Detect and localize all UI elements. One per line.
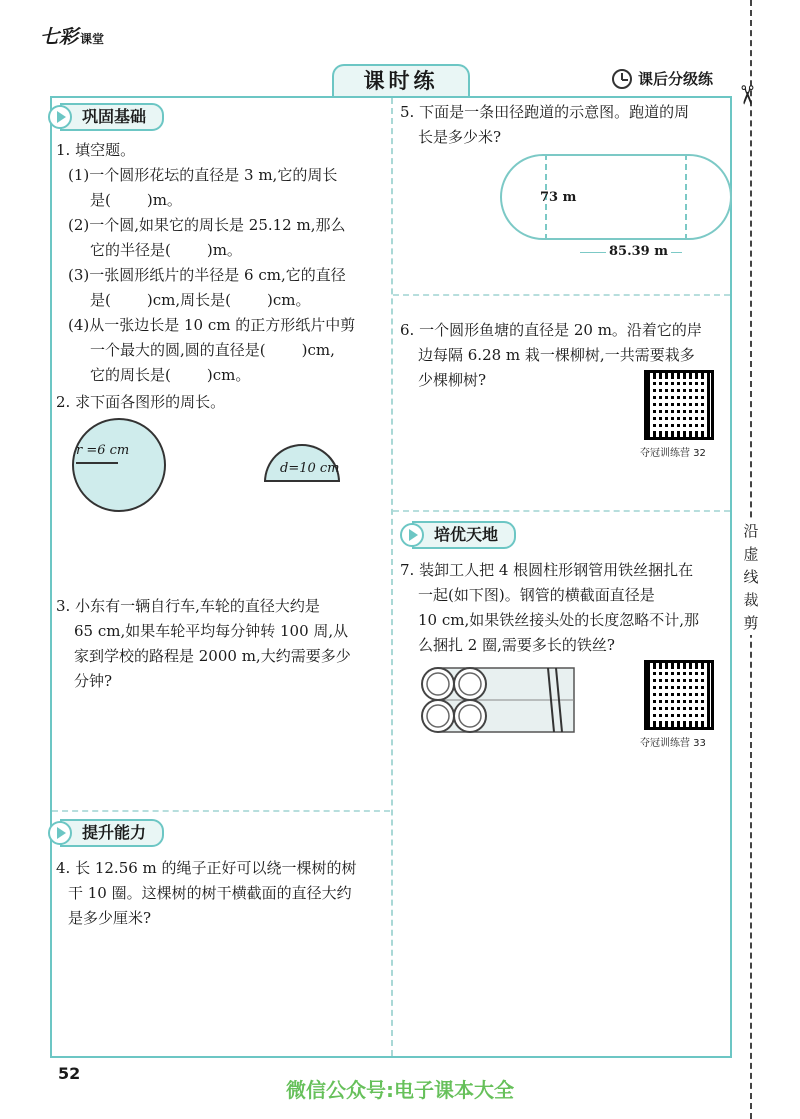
footer-watermark: 微信公众号:电子课本大全 <box>286 1078 514 1102</box>
q1-line <box>68 288 386 313</box>
question-1 <box>56 138 386 388</box>
q7-line: 一起(如下图)。钢管的横截面直径是 <box>418 586 655 604</box>
cut-instruction <box>738 520 764 635</box>
section-basic <box>48 104 164 130</box>
q4-line: 是多少厘米? <box>68 909 152 927</box>
q1-text: )m。 <box>206 241 242 259</box>
section-separator <box>393 294 730 296</box>
q6-line: 6. 一个圆形鱼塘的直径是 20 m。沿着它的岸 <box>400 321 702 339</box>
q4-line: 干 10 圈。这棵树的树干横截面的直径大约 <box>68 884 352 902</box>
qr-caption: 夺冠训练营 33 <box>640 738 706 749</box>
play-icon <box>400 523 424 547</box>
section-separator <box>393 510 730 512</box>
q6-line: 边每隔 6.28 m 栽一棵柳树,一共需要栽多 <box>418 346 695 364</box>
q1-part-3 <box>56 263 386 313</box>
cut-char: 虚 <box>743 545 759 563</box>
cut-char: 线 <box>743 568 759 586</box>
circle-figure <box>72 418 166 512</box>
q1-line <box>68 363 386 388</box>
q1-text: )m。 <box>146 191 182 209</box>
q3-line: 家到学校的路程是 2000 m,大约需要多少 <box>74 647 351 665</box>
q3-line: 65 cm,如果车轮平均每分钟转 100 周,从 <box>74 622 349 640</box>
q6-line: 少棵柳树? <box>418 371 487 389</box>
q1-text: )cm。 <box>266 291 311 309</box>
track-length-label: 85.39 m <box>606 244 671 259</box>
q1-line <box>68 338 386 363</box>
column-divider <box>391 98 393 1056</box>
q1-line <box>68 188 386 213</box>
q5-line: 长是多少米? <box>418 128 502 146</box>
cut-char: 剪 <box>743 614 759 632</box>
radius-line <box>76 462 118 464</box>
play-icon <box>48 105 72 129</box>
brand-suffix: 课堂 <box>80 32 105 46</box>
q1-line: (2)一个圆,如果它的周长是 25.12 m,那么 <box>68 216 346 234</box>
section-separator <box>52 810 390 812</box>
q5-line: 5. 下面是一条田径跑道的示意图。跑道的周 <box>400 103 690 121</box>
cut-char: 沿 <box>743 522 759 540</box>
q1-text: 一个最大的圆,圆的直径是( <box>90 341 266 359</box>
q1-part-1 <box>56 163 386 213</box>
q7-line: 么捆扎 2 圈,需要多长的铁丝? <box>418 636 615 654</box>
level-badge <box>612 68 713 89</box>
question-7 <box>400 558 730 658</box>
q1-text: )cm,周长是( <box>146 291 231 309</box>
page-title: 课时练 <box>332 64 470 98</box>
play-icon <box>48 821 72 845</box>
q1-line: (4)从一张边长是 10 cm 的正方形纸片中剪 <box>68 316 356 334</box>
section-improve-label: 提升能力 <box>60 819 164 847</box>
q1-part-2 <box>56 213 386 263</box>
section-basic-label: 巩固基础 <box>60 103 164 131</box>
scissors-icon: ✂ <box>730 84 761 106</box>
q7-line: 10 cm,如果铁丝接头处的长度忽略不计,那 <box>418 611 700 629</box>
q1-part-4 <box>56 313 386 388</box>
q3-line: 分钟? <box>74 672 113 690</box>
section-advanced <box>400 522 516 548</box>
level-label: 课后分级练 <box>638 70 714 88</box>
q3-line: 3. 小东有一辆自行车,车轮的直径大约是 <box>56 597 320 615</box>
question-4 <box>56 856 386 931</box>
qr-code-icon[interactable] <box>644 370 714 440</box>
page-number: 52 <box>58 1064 81 1083</box>
clock-icon <box>612 69 632 89</box>
q1-line <box>68 238 386 263</box>
q1-stem: 1. 填空题。 <box>56 141 136 159</box>
q2-stem: 2. 求下面各图形的周长。 <box>56 393 226 411</box>
q1-text: 它的周长是( <box>90 366 171 384</box>
radius-label: r =6 cm <box>76 443 130 458</box>
q1-text: 它的半径是( <box>90 241 171 259</box>
running-track-figure <box>500 154 732 240</box>
question-3 <box>56 594 386 694</box>
q1-line: (3)一张圆形纸片的半径是 6 cm,它的直径 <box>68 266 346 284</box>
q1-text: )cm, <box>301 341 335 359</box>
brand-name: 七彩 <box>40 26 79 48</box>
section-advanced-label: 培优天地 <box>412 521 516 549</box>
section-improve <box>48 820 164 846</box>
q1-text: )cm。 <box>206 366 251 384</box>
diameter-label: d=10 cm <box>280 461 340 476</box>
q1-text: 是( <box>90 291 111 309</box>
brand-logo <box>40 22 104 49</box>
qr-code-icon[interactable] <box>644 660 714 730</box>
q4-line: 4. 长 12.56 m 的绳子正好可以绕一棵树的树 <box>56 859 357 877</box>
question-5 <box>400 100 730 150</box>
q1-line: (1)一个圆形花坛的直径是 3 m,它的周长 <box>68 166 338 184</box>
qr-caption: 夺冠训练营 32 <box>640 448 706 459</box>
q1-text: 是( <box>90 191 111 209</box>
q7-line: 7. 装卸工人把 4 根圆柱形钢管用铁丝捆扎在 <box>400 561 694 579</box>
track-width-label: 73 m <box>540 190 577 205</box>
cut-char: 裁 <box>743 591 759 609</box>
steel-pipes-figure <box>418 664 578 736</box>
